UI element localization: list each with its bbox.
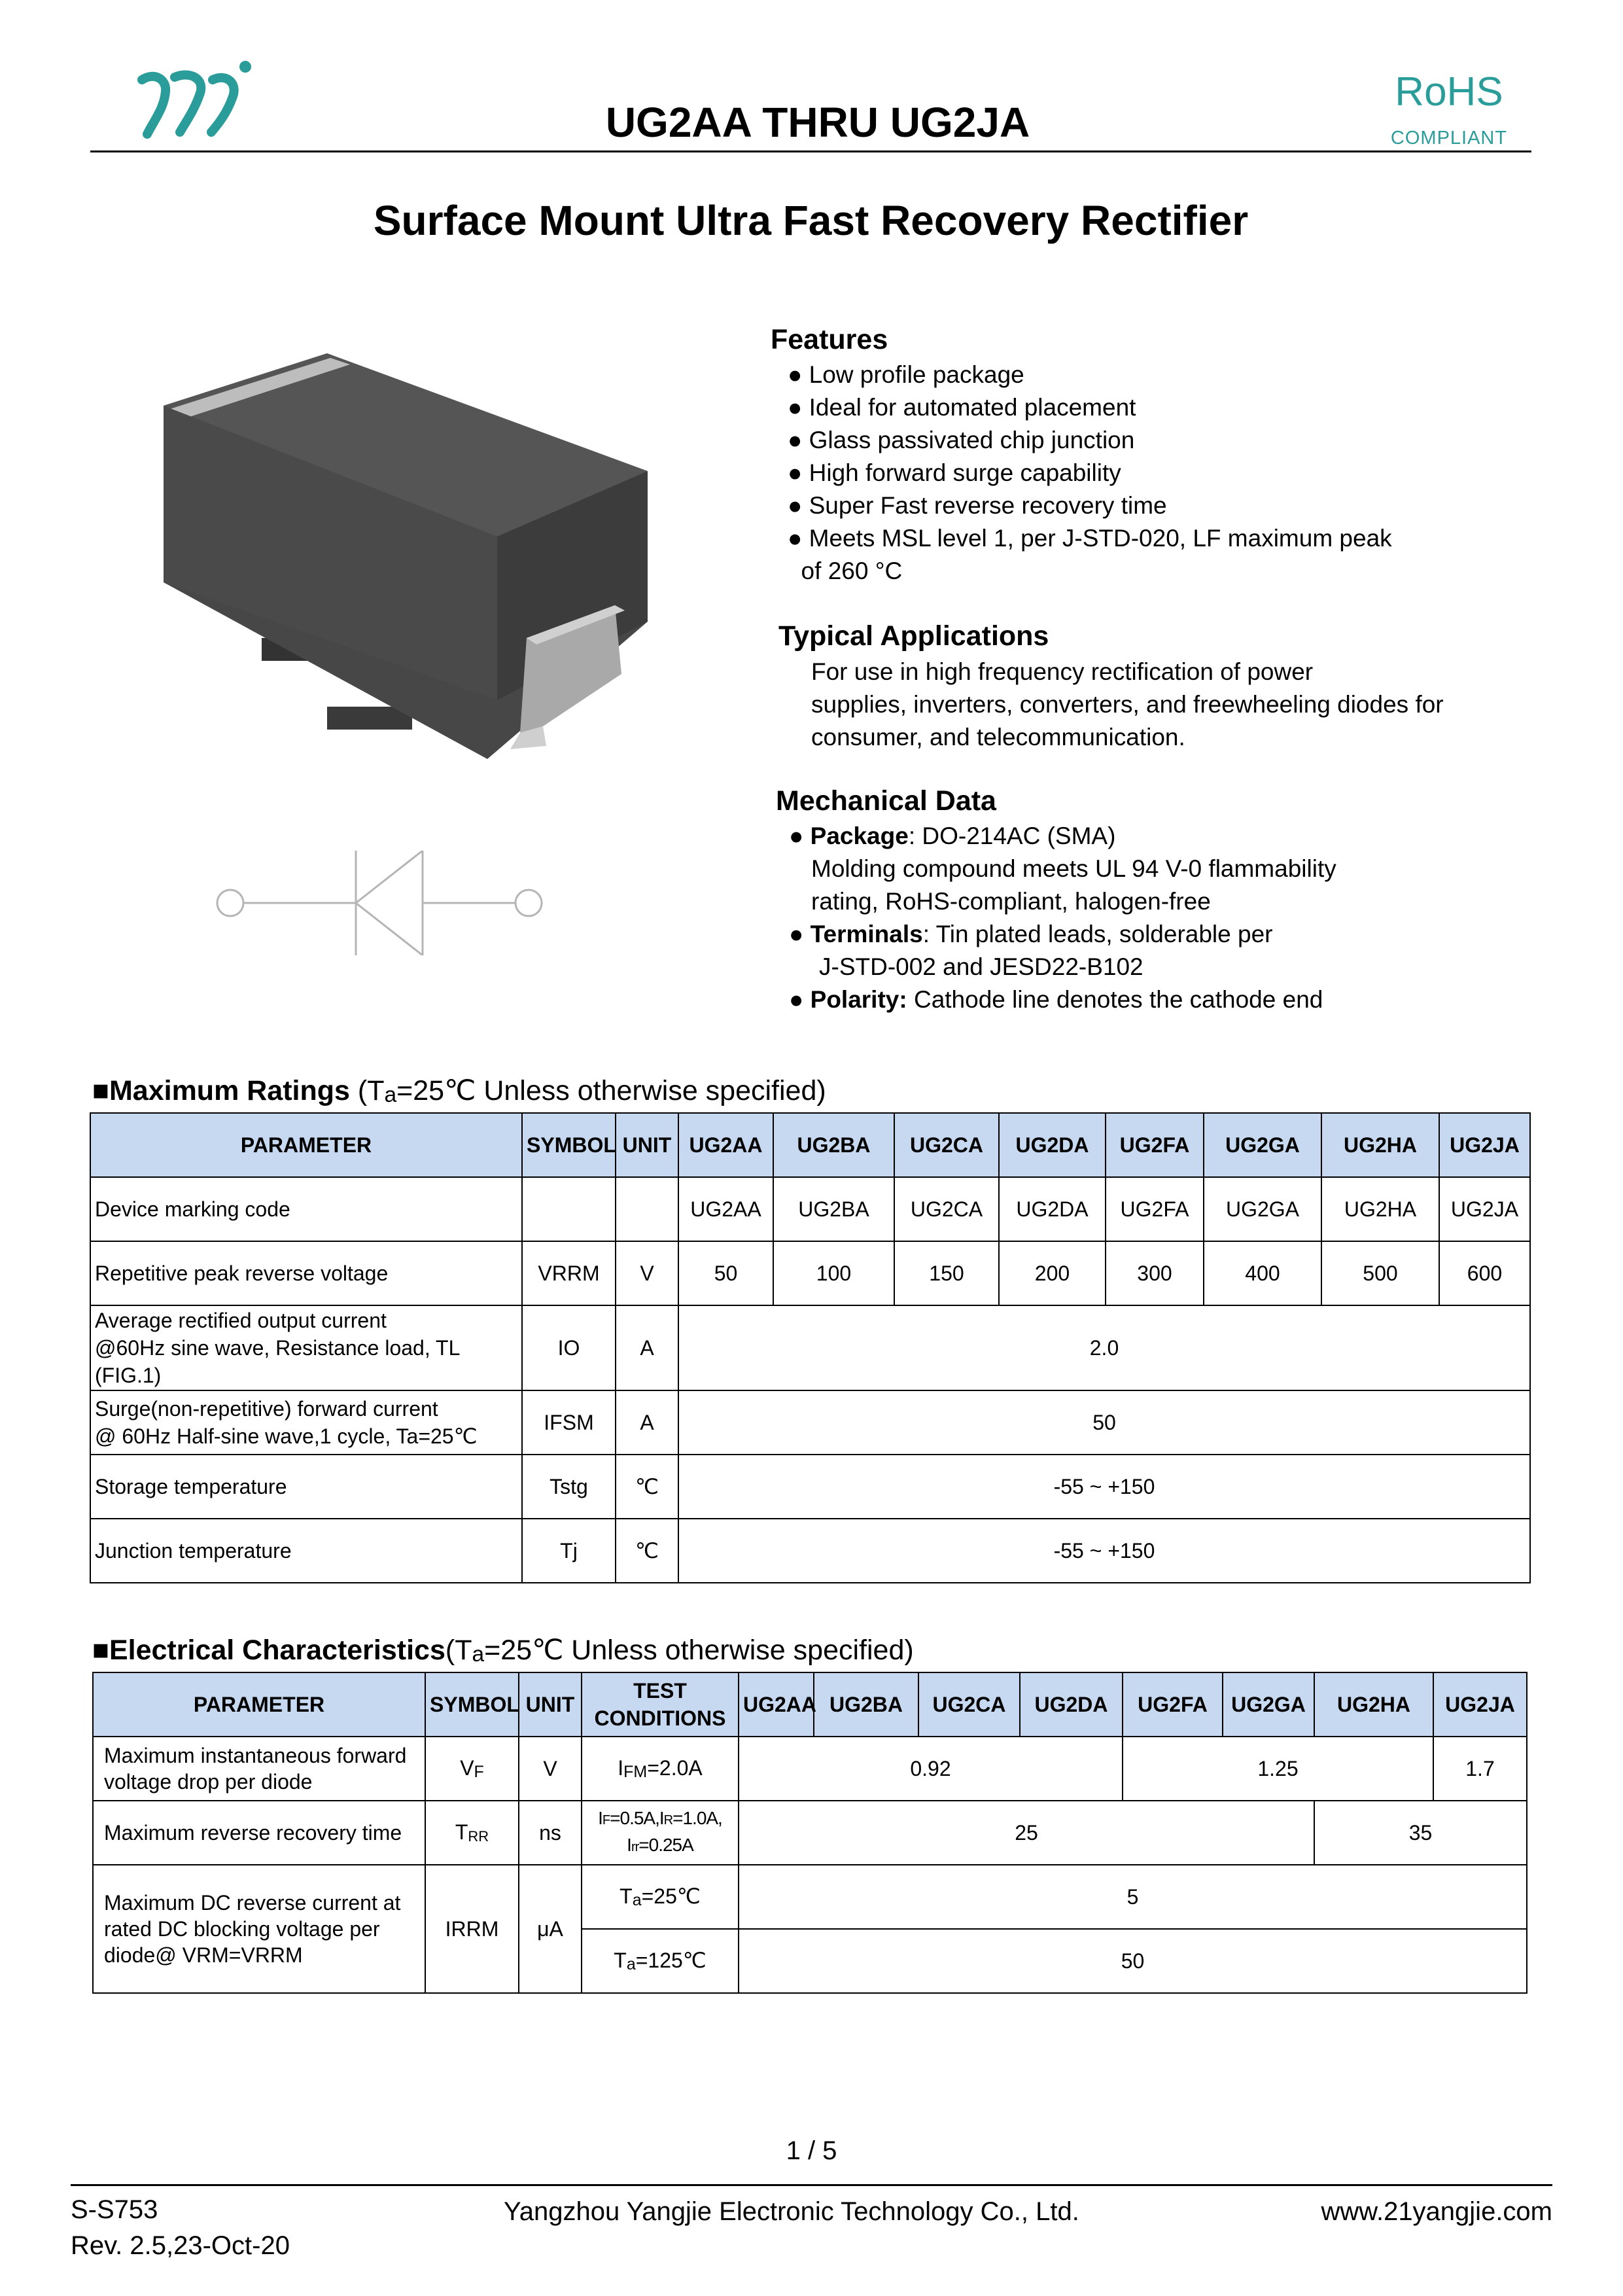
footer-divider (71, 2184, 1552, 2186)
column-header: UG2DA (1020, 1672, 1123, 1737)
doc-code: S-S753 (71, 2195, 158, 2224)
revision-date: Rev. 2.5,23-Oct-20 (71, 2231, 290, 2260)
column-header: UG2JA (1433, 1672, 1527, 1737)
applications-text (811, 656, 1444, 754)
table-row: Maximum instantaneous forward voltage drop per diode VF V IFM=2.0A 0.92 1.25 1.7 (93, 1737, 1527, 1801)
table-row: Average rectified output current @60Hz sine wave, Resistance load, TL (FIG.1) IO A 2.0 (90, 1305, 1530, 1390)
features-heading: Features (771, 324, 888, 355)
column-header: UG2FA (1106, 1113, 1204, 1177)
column-header: UNIT (616, 1113, 678, 1177)
column-header: UG2CA (894, 1113, 999, 1177)
table-row: Surge(non-repetitive) forward current @ 60Hz Half-sine wave,1 cycle, Ta=25℃ IFSM A 50 (90, 1390, 1530, 1455)
mechanical-terminals: ● Terminals: Tin plated leads, solderable per (789, 921, 1273, 947)
mechanical-terminals-line2: J-STD-002 and JESD22-B102 (819, 953, 1143, 980)
table-row: Ta=125℃ 50 (93, 1929, 1527, 1993)
feature-item: ● Ideal for automated placement (788, 394, 1136, 421)
max-ratings-title: ■Maximum Ratings (Ta=25℃ Unless otherwise specified) (92, 1075, 826, 1107)
column-header: UG2AA (739, 1672, 814, 1737)
feature-item: ● Super Fast reverse recovery time (788, 492, 1167, 519)
column-header: UG2HA (1314, 1672, 1433, 1737)
mechanical-package: ● Package: DO-214AC (SMA) (789, 822, 1116, 849)
table-row: Repetitive peak reverse voltage VRRM V 50 100 150 200 300 400 500 600 (90, 1241, 1530, 1305)
rohs-label: RoHS (1395, 69, 1503, 115)
column-header: UG2GA (1204, 1113, 1321, 1177)
column-header: UG2BA (773, 1113, 894, 1177)
mechanical-list (789, 820, 1336, 1016)
column-header: UG2AA (678, 1113, 773, 1177)
column-header: UG2DA (999, 1113, 1106, 1177)
column-header: UNIT (519, 1672, 582, 1737)
table-row: Maximum reverse recovery time TRR ns IF=0.5A,IR=1.0A, Irr=0.25A 25 35 (93, 1801, 1527, 1865)
mechanical-heading: Mechanical Data (776, 785, 996, 817)
column-header: PARAMETER (90, 1113, 522, 1177)
feature-item: of 260 °C (788, 557, 903, 584)
electrical-title: ■Electrical Characteristics(Ta=25℃ Unless otherwise specified) (92, 1634, 914, 1667)
feature-item: ● Low profile package (788, 361, 1024, 388)
features-list (788, 359, 1392, 588)
table-header-row (93, 1672, 1527, 1737)
table-row: Maximum DC reverse current at rated DC blocking voltage per diode@ VRM=VRRM IRRM μA Ta=25℃ 5 (93, 1865, 1527, 1929)
table-row: Junction temperature Tj ℃ -55 ~ +150 (90, 1519, 1530, 1583)
column-header: UG2BA (814, 1672, 918, 1737)
electrical-table (92, 1672, 1527, 1994)
column-header: SYMBOL (425, 1672, 519, 1737)
rohs-compliant-label: COMPLIANT (1390, 128, 1508, 149)
column-header: UG2GA (1223, 1672, 1314, 1737)
mechanical-package-line3: rating, RoHS-compliant, halogen-free (811, 888, 1211, 915)
column-header: UG2CA (918, 1672, 1020, 1737)
column-header: UG2FA (1123, 1672, 1223, 1737)
table-row: Device marking code UG2AA UG2BA UG2CA UG2DA UG2FA UG2GA UG2HA UG2JA (90, 1177, 1530, 1241)
table-header-row (90, 1113, 1530, 1177)
column-header: SYMBOL (522, 1113, 616, 1177)
main-title: Surface Mount Ultra Fast Recovery Rectifier (373, 197, 1249, 244)
website-link[interactable]: www.21yangjie.com (1321, 2197, 1552, 2226)
column-header: UG2JA (1439, 1113, 1530, 1177)
page-number: 1 / 5 (786, 2136, 837, 2165)
sma-package-image (154, 350, 657, 782)
mechanical-polarity: ● Polarity: Cathode line denotes the cathode end (789, 986, 1323, 1013)
feature-item: ● Glass passivated chip junction (788, 427, 1135, 453)
feature-item: ● Meets MSL level 1, per J-STD-020, LF maximum peak (788, 525, 1392, 552)
table-row: Storage temperature Tstg ℃ -55 ~ +150 (90, 1455, 1530, 1519)
company-logo (134, 52, 265, 144)
header-divider (90, 150, 1531, 152)
column-header: TEST CONDITIONS (582, 1672, 739, 1737)
applications-line: supplies, inverters, converters, and freewheeling diodes for (811, 691, 1444, 718)
company-name: Yangzhou Yangjie Electronic Technology Co., Ltd. (504, 2197, 1079, 2226)
feature-item: ● High forward surge capability (788, 459, 1121, 486)
column-header: UG2HA (1321, 1113, 1439, 1177)
max-ratings-table (90, 1112, 1531, 1583)
applications-line: For use in high frequency rectification of power (811, 658, 1314, 685)
column-header: PARAMETER (93, 1672, 425, 1737)
part-range-title: UG2AA THRU UG2JA (605, 99, 1030, 146)
applications-heading: Typical Applications (778, 620, 1049, 652)
diode-symbol (209, 851, 550, 955)
mechanical-package-line2: Molding compound meets UL 94 V-0 flammability (811, 855, 1336, 882)
applications-line: consumer, and telecommunication. (811, 724, 1185, 751)
